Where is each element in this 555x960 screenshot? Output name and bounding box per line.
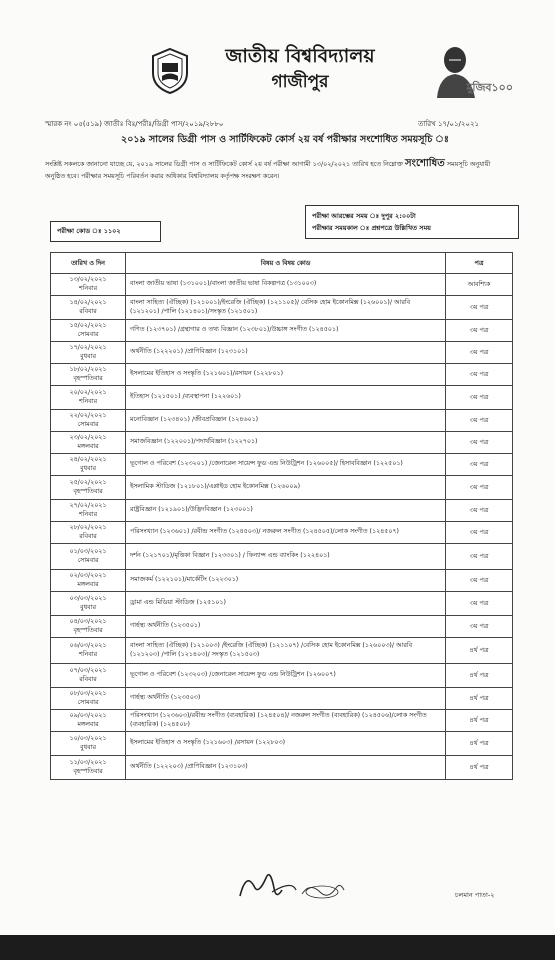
exam-code-box: পরীক্ষা কোড ঃ ১১০২ <box>50 221 161 242</box>
table-row <box>51 320 513 342</box>
exam-day: বুধবার <box>80 743 96 751</box>
table-row <box>51 616 513 638</box>
university-name: জাতীয় বিশ্ববিদ্যালয় <box>225 45 375 67</box>
paper-cell: ৩য় পত্র <box>446 476 513 500</box>
exam-day: সোমবার <box>77 330 99 338</box>
exam-date: ১৭/০২/২০২১ <box>69 344 107 351</box>
exam-day: রবিবার <box>79 532 97 540</box>
notice-text-part2: সময়সূচি অনুযায়ী অনুষ্ঠিত হবে। পরীক্ষার সময়সূচি পরিবর্তন করার অধিকার বিশ্ববিদ্যালয় কর্তৃপক্ষ সংরক্ষণ করেন। <box>45 160 491 180</box>
exam-date: ০৯/০৩/২০২১ <box>69 712 107 719</box>
header-paper: পত্র <box>446 253 513 274</box>
subject-cell: ড্রামা এন্ড মিডিয়া স্টাডিজ (১২৫১০১) <box>126 592 446 616</box>
table-row <box>51 500 513 522</box>
subject-cell: বাংলা সাহিত্য (ঐচ্ছিক) (১২১০০১)/ইংরেজি (ঐচ্ছিক) (১২১১০৫)/ বেসিক হোম ইকোনমিক্স (১২৬০০১)/ আরবি (১২১২০১) /পালি (১২১৪০১)/সংস্কৃত (১২১৫০১) <box>126 296 446 320</box>
date-cell <box>51 570 126 592</box>
date-cell <box>51 756 126 780</box>
exam-day: মঙ্গলবার <box>77 442 99 450</box>
university-city: গাজীপুর <box>271 72 329 92</box>
table-row <box>51 756 513 780</box>
date-cell <box>51 544 126 570</box>
subject-cell: ভূগোল ও পরিবেশ (১২৩২০৩) /জেনারেল সায়েন্স ফুড এন্ড নিউট্রিশন (১২৬০০৭) <box>126 664 446 688</box>
exam-date: ০৭/০৩/২০২১ <box>69 667 107 674</box>
date-cell <box>51 688 126 710</box>
table-header-row <box>51 253 513 274</box>
subject-cell: গার্হস্থ্য অর্থনীতি (১২৩৫০১) <box>126 616 446 638</box>
subject-cell: ভূগোল ও পরিবেশ (১২৩২০১) /জেনারেল সায়েন্স ফুড এন্ড নিউট্রিশন (১২৬০০৫)/ হিসাববিজ্ঞান (১২২৫০১) <box>126 454 446 476</box>
exam-date: ২৩/০২/২০২১ <box>69 434 107 441</box>
table-row <box>51 454 513 476</box>
exam-date: ২৭/০২/২০২১ <box>69 502 107 509</box>
exam-day: বৃহস্পতিবার <box>73 374 103 382</box>
date-cell <box>51 320 126 342</box>
exam-day: শনিবার <box>78 397 98 405</box>
date-cell <box>51 592 126 616</box>
exam-date: ০৬/০৩/২০২১ <box>69 642 107 649</box>
date-cell <box>51 638 126 664</box>
subject-cell: ইতিহাস (১২১৫০১) /ব্যবস্থাপনা (১২২৬০১) <box>126 386 446 410</box>
memo-number: স্মারক নং ০৫(৫১৯) জাতীঃ বিঃ/পরীঃ/ডিগ্রী পাস/২০১৯/২৮৮০ <box>45 120 224 128</box>
paper-cell: ৩য় পত্র <box>446 616 513 638</box>
date-cell <box>51 364 126 386</box>
paper-cell: ৩য় পত্র <box>446 500 513 522</box>
paper-cell: ৪র্থ পত্র <box>446 756 513 780</box>
exam-date: ২৫/০২/২০২১ <box>69 479 107 486</box>
exam-time-box <box>305 205 519 239</box>
date-cell <box>51 386 126 410</box>
date-cell <box>51 274 126 296</box>
header-date-day: তারিখ ও দিন <box>51 253 126 274</box>
subject-cell: মনোবিজ্ঞান (১২৩৪০১) /জীবপ্রবিজ্ঞান (১২৪৬০১) <box>126 410 446 432</box>
paper-cell: ৩য় পত্র <box>446 432 513 454</box>
exam-date: ১০/০৩/২০২১ <box>69 735 107 742</box>
paper-cell: ৪র্থ পত্র <box>446 688 513 710</box>
paper-cell: ৩য় পত্র <box>446 592 513 616</box>
subject-cell: ইসলামিক স্টাডিজ (১২১৮০১)/এপ্লাইড হোম ইকোনমিক্স (১২৬০০৯) <box>126 476 446 500</box>
exam-day: বৃহস্পতিবার <box>73 487 103 495</box>
exam-date: ০২/০৩/২০২১ <box>69 572 107 579</box>
subject-cell: অর্থনীতি (১২২২০১) /প্রাণিবিজ্ঞান (১২৩১০১) <box>126 342 446 364</box>
paper-cell: ৩য় পত্র <box>446 364 513 386</box>
paper-cell: ৪র্থ পত্র <box>446 732 513 756</box>
exam-day: শনিবার <box>78 284 98 292</box>
exam-day: বৃহস্পতিবার <box>73 767 103 775</box>
date-cell <box>51 616 126 638</box>
university-seal-icon <box>150 47 190 95</box>
exam-day: সোমবার <box>77 420 99 428</box>
bottom-bar <box>0 935 555 960</box>
paper-cell: ৩য় পত্র <box>446 570 513 592</box>
paper-cell: ৩য় পত্র <box>446 320 513 342</box>
notice-highlight: সংশোধিত <box>405 158 445 169</box>
table-row <box>51 410 513 432</box>
header-subject: বিষয় ও বিষয় কোড <box>126 253 446 274</box>
table-row <box>51 664 513 688</box>
subject-cell: দর্শন (১২১৭০১)/মৃত্তিকা বিজ্ঞান (১২৩৩০১) / ফিন্যান্স এন্ড ব্যাংকিং (১২২৪০১) <box>126 544 446 570</box>
university-header <box>205 45 395 93</box>
exam-date: ২২/০২/২০২১ <box>69 412 107 419</box>
exam-day: রবিবার <box>79 307 97 315</box>
memo-date: তারিখ ১৭/০১/২০২১ <box>418 120 480 128</box>
exam-date: ০৪/০৩/২০২১ <box>69 618 107 625</box>
date-cell <box>51 710 126 732</box>
exam-day: মঙ্গলবার <box>77 580 99 588</box>
paper-cell: ৩য় পত্র <box>446 522 513 544</box>
exam-date: ১৩/০২/২০২১ <box>69 276 107 283</box>
exam-start-time: পরীক্ষা আরম্ভের সময় ঃ দুপুর ২:০০টা <box>312 212 416 220</box>
table-row <box>51 544 513 570</box>
subject-cell: গার্হস্থ্য অর্থনীতি (১২৩৫০৩) <box>126 688 446 710</box>
subject-cell: অর্থনীতি (১২২২০৩) /প্রাণিবিজ্ঞান (১২৩১০৩) <box>126 756 446 780</box>
subject-cell: সমাজকর্ম (১২২১০১)/মার্কেটিং (১২২৩০১) <box>126 570 446 592</box>
schedule-table <box>50 252 513 780</box>
table-row <box>51 274 513 296</box>
exam-date: ০৩/০৩/২০২১ <box>69 595 107 602</box>
paper-cell: ৩য় পত্র <box>446 454 513 476</box>
subject-cell: বাংলা জাতীয় ভাষা (১৩১০০১)/বাংলা জাতীয় ভাষা বিকল্পপত্র (১৩১০০৩) <box>126 274 446 296</box>
paper-cell: ৪র্থ পত্র <box>446 710 513 732</box>
table-row <box>51 732 513 756</box>
exam-date: ০৮/০৩/২০২১ <box>69 690 107 697</box>
table-row <box>51 710 513 732</box>
table-row <box>51 296 513 320</box>
document-title: ২০১৯ সালের ডিগ্রী পাস ও সার্টিফিকেট কোর্স ২য় বর্ষ পরীক্ষার সংশোধিত সময়সূচি ঃ <box>121 134 449 145</box>
signature-icon <box>232 860 352 910</box>
date-cell <box>51 410 126 432</box>
table-row <box>51 592 513 616</box>
paper-cell: ৪র্থ পত্র <box>446 664 513 688</box>
exam-date: ০১/০৩/২০২১ <box>69 548 107 555</box>
exam-date: ১১/০৩/২০২১ <box>69 759 107 766</box>
date-cell <box>51 732 126 756</box>
paper-cell: ৩য় পত্র <box>446 296 513 320</box>
table-row <box>51 570 513 592</box>
exam-day: শনিবার <box>78 510 98 518</box>
table-row <box>51 386 513 410</box>
subject-cell: বাংলা সাহিত্য (ঐচ্ছিক) (১২১০০৩) /ইংরেজি (ঐচ্ছিক) (১২১১০৭) /বেসিক হোম ইকোনমিক্স (১২৬০০৩)/ আরবি (১২১২০৩) /পালি (১২১৪০৩)/ সংস্কৃত (১২১৫০৩) <box>126 638 446 664</box>
next-page-note: চলমান পাতা-২ <box>455 891 495 899</box>
exam-date: ১৫/০২/২০২১ <box>69 322 107 329</box>
exam-day: শনিবার <box>78 650 98 658</box>
date-cell <box>51 664 126 688</box>
exam-date: ১৮/০২/২০২১ <box>69 366 107 373</box>
exam-date: ১৪/০২/২০২১ <box>69 299 107 306</box>
exam-date: ২৪/০২/২০২১ <box>69 456 107 463</box>
table-row <box>51 432 513 454</box>
table-row <box>51 522 513 544</box>
notice-text-part1: সংশ্লিষ্ট সকলকে জানানো যাচ্ছে যে, ২০১৯ সালের ডিগ্রী পাস ও সার্টিফিকেট কোর্স ২য় বর্ষ পরীক্ষা আগামী ১৩/০২/২০২১ তারিখ হতে নিম্নোক্ত <box>45 160 403 168</box>
exam-day: বুধবার <box>80 603 96 611</box>
exam-day: বৃহস্পতিবার <box>73 626 103 634</box>
date-cell <box>51 522 126 544</box>
date-cell <box>51 500 126 522</box>
subject-cell: গণিত (১২৩৭০১) /গ্রন্থাগার ও তথ্য বিজ্ঞান (১২৩৮০১)/উচ্চাঙ্গ সংগীত (১২৪৫০১) <box>126 320 446 342</box>
paper-cell: ৩য় পত্র <box>446 544 513 570</box>
exam-day: সোমবার <box>77 556 99 564</box>
exam-day: বুধবার <box>80 464 96 472</box>
exam-day: রবিবার <box>79 675 97 683</box>
subject-cell: পরিসংখ্যান (১২৩৬০১) /রবীন্দ্র সংগীত (১২৪৫০৩)/ নজরুল সংগীত (১২৪৫০৫)/লোক সংগীত (১২৪৫০৭) <box>126 522 446 544</box>
exam-date: ২৮/০২/২০২১ <box>69 524 107 531</box>
date-cell <box>51 296 126 320</box>
subject-cell: পরিসংখ্যান (১২৩৬০৩)/রবীন্দ্র সংগীত (ব্যবহারিক) (১২৪৫০৪)/ নজরুল সংগীত (ব্যবহারিক) (১২৪৫০৬)/লোক সংগীত (ব্যবহারিক) (১২৪৫০৮) <box>126 710 446 732</box>
notice-paragraph <box>45 158 510 182</box>
exam-duration: পরীক্ষার সময়কাল ঃ প্রশ্নপত্রে উল্লিখিত সময় <box>312 224 432 232</box>
subject-cell: ইসলামের ইতিহাস ও সংস্কৃতি (১২১৬০১)/রসায়ন (১২২৮০১) <box>126 364 446 386</box>
subject-cell: রাষ্ট্রবিজ্ঞান (১২১৯০১)/উদ্ভিদবিজ্ঞান (১২৩০০১) <box>126 500 446 522</box>
date-cell <box>51 432 126 454</box>
exam-day: সোমবার <box>77 698 99 706</box>
mujib-100-text: মুজিব১০০ <box>466 81 513 94</box>
date-cell <box>51 476 126 500</box>
paper-cell: ৪র্থ পত্র <box>446 638 513 664</box>
paper-cell: ৩য় পত্র <box>446 410 513 432</box>
date-cell <box>51 342 126 364</box>
exam-day: মঙ্গলবার <box>77 720 99 728</box>
subject-cell: সমাজবিজ্ঞান (১২২০০১)/পদার্থবিজ্ঞান (১২২৭০১) <box>126 432 446 454</box>
exam-day: বুধবার <box>80 352 96 360</box>
paper-cell: ৩য় পত্র <box>446 386 513 410</box>
paper-cell: আবশ্যিক <box>446 274 513 296</box>
table-row <box>51 364 513 386</box>
date-cell <box>51 454 126 476</box>
mujib-100-logo <box>425 40 515 100</box>
table-row <box>51 476 513 500</box>
table-row <box>51 638 513 664</box>
table-row <box>51 342 513 364</box>
subject-cell: ইসলামের ইতিহাস ও সংস্কৃতি (১২১৬০৩) /রসায়ন (১২২৮০৩) <box>126 732 446 756</box>
paper-cell: ৩য় পত্র <box>446 342 513 364</box>
table-row <box>51 688 513 710</box>
exam-date: ২০/০২/২০২১ <box>69 389 107 396</box>
